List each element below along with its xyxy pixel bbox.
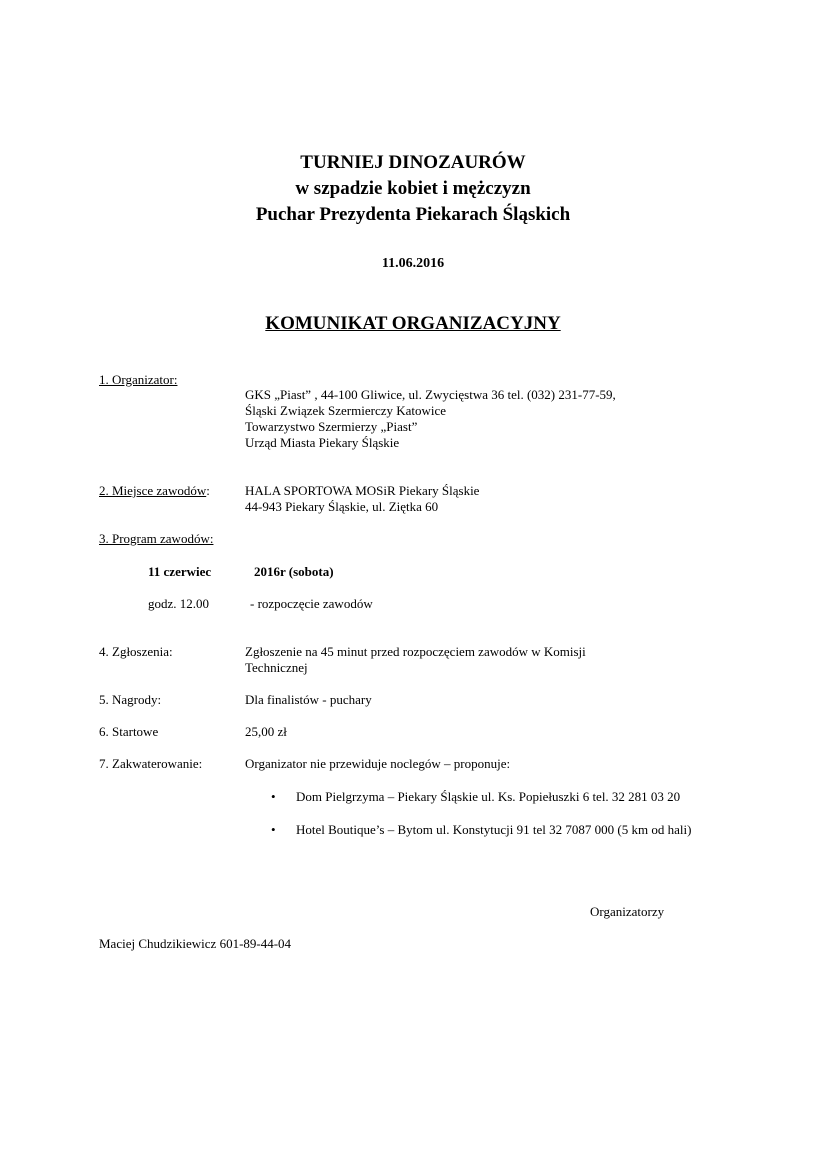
fee-label: 6. Startowe <box>99 724 159 739</box>
registration-line-2: Technicznej <box>245 660 308 675</box>
venue-label-colon: : <box>206 483 210 498</box>
organizer-line-3: Towarzystwo Szermierzy „Piast” <box>245 419 418 434</box>
prizes-label: 5. Nagrody: <box>99 692 162 707</box>
organizer-label: 1. Organizator: <box>99 372 178 387</box>
document-heading: KOMUNIKAT ORGANIZACYJNY <box>265 313 561 334</box>
program-day: 11 czerwiec <box>148 564 212 579</box>
prizes-value: Dla finalistów - puchary <box>245 692 372 707</box>
venue-label-text: 2. Miejsce zawodów <box>99 483 207 498</box>
accommodation-intro: Organizator nie przewiduje noclegów – proponuje: <box>245 756 511 771</box>
event-date: 11.06.2016 <box>381 256 445 271</box>
title-line-1: TURNIEJ DINOZAURÓW <box>300 152 526 173</box>
venue-line-2: 44-943 Piekary Śląskie, ul. Ziętka 60 <box>245 499 439 514</box>
accommodation-item-2: Hotel Boutique’s – Bytom ul. Konstytucji 91 tel 32 7087 000 (5 km od hali) <box>296 822 692 837</box>
program-event: - rozpoczęcie zawodów <box>250 596 373 611</box>
program-year-day: 2016r (sobota) <box>254 564 334 579</box>
title-line-2: w szpadzie kobiet i mężczyzn <box>295 178 531 199</box>
program-label: 3. Program zawodów: <box>99 531 214 546</box>
organizer-line-2: Śląski Związek Szermierczy Katowice <box>245 403 447 418</box>
contact-line: Maciej Chudzikiewicz 601-89-44-04 <box>99 936 292 951</box>
program-time: godz. 12.00 <box>148 596 210 611</box>
title-line-3: Puchar Prezydenta Piekarach Śląskich <box>255 204 571 225</box>
bullet-icon: • <box>271 822 276 837</box>
bullet-icon: • <box>271 789 276 804</box>
accommodation-item-1: Dom Pielgrzyma – Piekary Śląskie ul. Ks. Popiełuszki 6 tel. 32 281 03 20 <box>296 789 681 804</box>
signature: Organizatorzy <box>590 904 665 919</box>
fee-value: 25,00 zł <box>245 724 287 739</box>
accommodation-label: 7. Zakwaterowanie: <box>99 756 203 771</box>
venue-label <box>99 483 210 499</box>
organizer-line-4: Urząd Miasta Piekary Śląskie <box>245 435 400 450</box>
organizer-line-1: GKS „Piast” , 44-100 Gliwice, ul. Zwycięstwa 36 tel. (032) 231-77-59, <box>245 387 616 402</box>
registration-label: 4. Zgłoszenia: <box>99 644 173 659</box>
venue-line-1: HALA SPORTOWA MOSiR Piekary Śląskie <box>245 483 480 498</box>
registration-line-1: Zgłoszenie na 45 minut przed rozpoczęciem zawodów w Komisji <box>245 644 586 659</box>
